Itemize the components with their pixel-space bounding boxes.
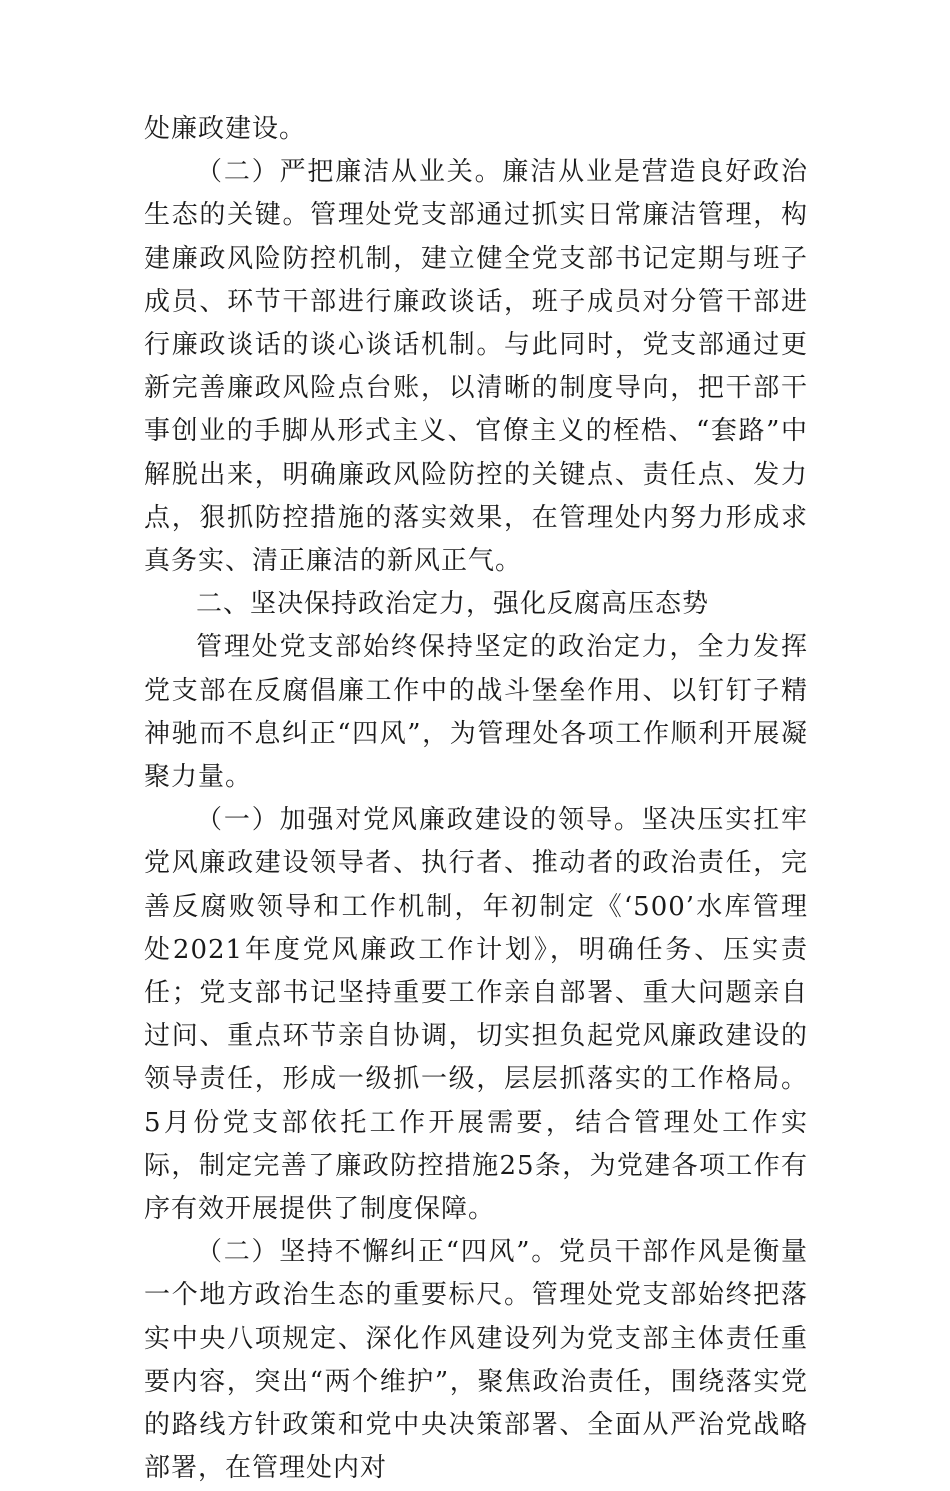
document-body [144,108,808,1491]
paragraph-continuation: 处廉政建设。 [144,114,307,144]
section-heading-2: 二、坚决保持政治定力，强化反腐高压态势 [196,589,710,620]
paragraph-leadership: （一）加强对党风廉政建设的领导。坚决压实扛牢党风廉政建设领导者、执行者、推动者的政治责任，完善反腐败领导和工作机制，年初制定《‘500’水库管理处2021年度党风廉政工作计划》，明确任务、压实责任；党支部书记坚持重要工作亲自部署、重大问题亲自过问、重点环节亲自协调，切实担负起党风廉政建设的领导责任，形成一级抓一级，层层抓落实的工作格局。5月份党支部依托工作开展需要，结合管理处工作实际，制定完善了廉政防控措施25条，为党建各项工作有序有效开展提供了制度保障。 [144,805,808,1225]
paragraph-section-intro: 管理处党支部始终保持坚定的政治定力，全力发挥党支部在反腐倡廉工作中的战斗堡垒作用、以钉钉子精神驰而不息纠正“四风”，为管理处各项工作顺利开展凝聚力量。 [144,632,808,793]
paragraph-clean-practice: （二）严把廉洁从业关。廉洁从业是营造良好政治生态的关键。管理处党支部通过抓实日常廉洁管理，构建廉政风险防控机制，建立健全党支部书记定期与班子成员、环节干部进行廉政谈话，班子成员对分管干部进行廉政谈话的谈心谈话机制。与此同时，党支部通过更新完善廉政风险点台账，以清晰的制度导向，把干部干事创业的手脚从形式主义、官僚主义的桎梏、“套路”中解脱出来，明确廉政风险防控的关键点、责任点、发力点，狠抓防控措施的落实效果，在管理处内努力形成求真务实、清正廉洁的新风正气。 [144,157,808,577]
paragraph-four-winds: （二）坚持不懈纠正“四风”。党员干部作风是衡量一个地方政治生态的重要标尺。管理处党支部始终把落实中央八项规定、深化作风建设列为党支部主体责任重要内容，突出“两个维护”，聚焦政治责任，围绕落实党的路线方针政策和党中央决策部署、全面从严治党战略部署，在管理处内对 [144,1237,808,1484]
